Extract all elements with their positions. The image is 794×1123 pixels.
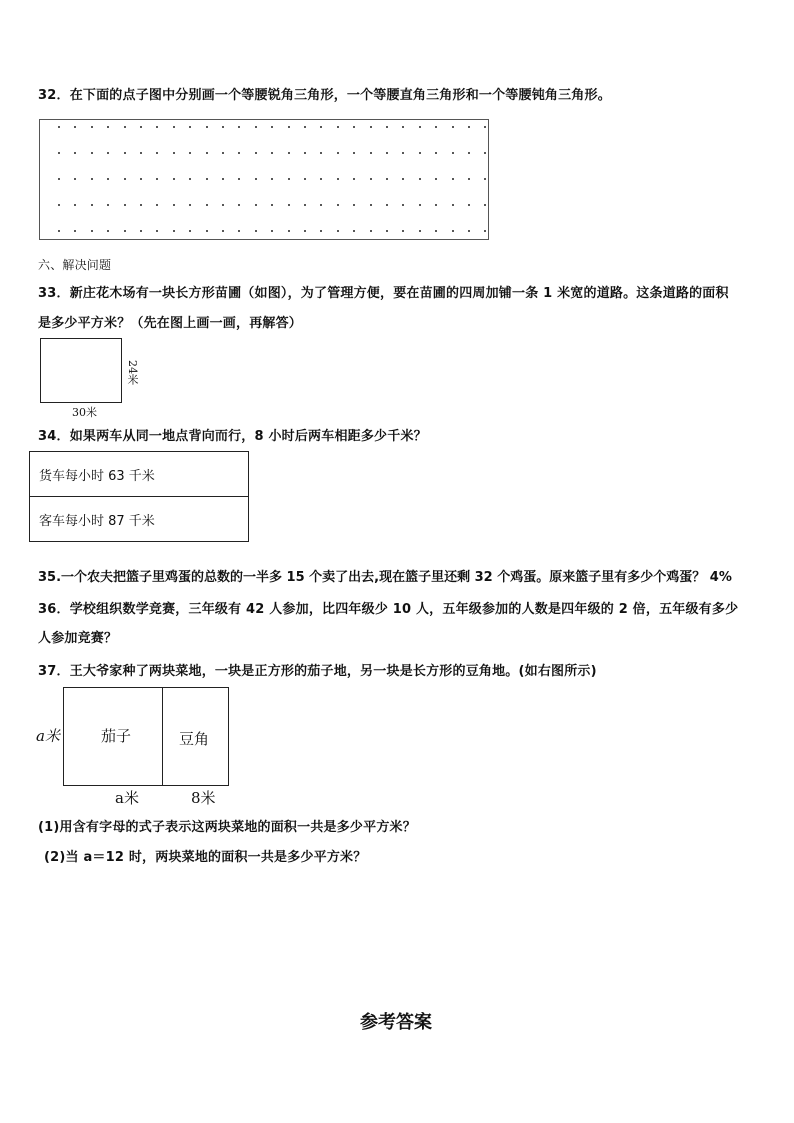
grid-dot xyxy=(222,178,224,180)
answer-title: 参考答案 xyxy=(360,1012,432,1033)
grid-dot xyxy=(320,152,322,154)
grid-dot xyxy=(156,126,158,128)
grid-dot xyxy=(91,204,93,206)
grid-dot xyxy=(107,230,109,232)
grid-dot xyxy=(271,204,273,206)
grid-dot xyxy=(435,152,437,154)
grid-dot xyxy=(107,178,109,180)
grid-dot xyxy=(189,230,191,232)
grid-dot xyxy=(206,204,208,206)
grid-dot xyxy=(238,152,240,154)
grid-dot xyxy=(370,204,372,206)
grid-dot xyxy=(320,230,322,232)
garden-bottom-right-label: 8米 xyxy=(191,789,216,807)
question-37-sub1: (1)用含有字母的式子表示这两块菜地的面积一共是多少平方米？ xyxy=(38,820,416,835)
grid-dot xyxy=(74,126,76,128)
grid-dot xyxy=(173,204,175,206)
grid-dot xyxy=(222,126,224,128)
grid-dot xyxy=(140,178,142,180)
grid-dot xyxy=(271,178,273,180)
grid-dot xyxy=(140,126,142,128)
grid-dot xyxy=(255,178,257,180)
grid-dot xyxy=(124,178,126,180)
grid-dot xyxy=(189,178,191,180)
garden-divider xyxy=(162,688,163,785)
grid-dot xyxy=(222,230,224,232)
grid-dot xyxy=(206,126,208,128)
grid-dot xyxy=(419,152,421,154)
grid-dot xyxy=(402,178,404,180)
grid-dot xyxy=(255,230,257,232)
grid-dot xyxy=(189,152,191,154)
grid-dot xyxy=(124,204,126,206)
grid-dot xyxy=(206,178,208,180)
grid-dot xyxy=(206,230,208,232)
grid-dot xyxy=(124,152,126,154)
grid-dot xyxy=(74,230,76,232)
grid-dot xyxy=(271,230,273,232)
grid-dot xyxy=(337,152,339,154)
grid-dot xyxy=(222,204,224,206)
question-36-line2: 人参加竞赛？ xyxy=(38,631,118,646)
grid-dot xyxy=(419,204,421,206)
grid-dot xyxy=(435,126,437,128)
grid-dot xyxy=(468,204,470,206)
grid-dot xyxy=(156,178,158,180)
grid-dot xyxy=(370,178,372,180)
grid-dot xyxy=(288,178,290,180)
grid-dot xyxy=(435,230,437,232)
grid-dot xyxy=(124,126,126,128)
grid-dot xyxy=(189,204,191,206)
grid-dot xyxy=(320,178,322,180)
grid-dot xyxy=(107,152,109,154)
grid-dot xyxy=(91,126,93,128)
grid-dot xyxy=(222,152,224,154)
dot-grid[interactable] xyxy=(39,119,489,240)
grid-dot xyxy=(320,204,322,206)
grid-dot xyxy=(370,126,372,128)
question-35-text: 35.一个农夫把篮子里鸡蛋的总数的一半多 15 个卖了出去,现在篮子里还剩 32 个鸡蛋。原来篮子里有多少个鸡蛋？ 4% xyxy=(38,570,732,585)
grid-dot xyxy=(402,230,404,232)
grid-dot xyxy=(337,178,339,180)
grid-dot xyxy=(304,152,306,154)
grid-dot xyxy=(58,178,60,180)
grid-dot xyxy=(304,126,306,128)
section-heading: 六、解决问题 xyxy=(38,258,112,272)
grid-dot xyxy=(238,204,240,206)
garden-side-label: a米 xyxy=(36,727,60,745)
grid-dot xyxy=(353,178,355,180)
grid-dot xyxy=(452,230,454,232)
grid-dot xyxy=(468,152,470,154)
garden-diagram xyxy=(63,687,229,786)
grid-dot xyxy=(452,152,454,154)
grid-dot xyxy=(402,204,404,206)
grid-dot xyxy=(304,204,306,206)
grid-dot xyxy=(386,178,388,180)
grid-dot xyxy=(435,178,437,180)
grid-dot xyxy=(353,204,355,206)
grid-dot xyxy=(156,204,158,206)
grid-dot xyxy=(140,230,142,232)
question-37-sub2: (2)当 a＝12 时，两块菜地的面积一共是多少平方米？ xyxy=(44,850,367,865)
nursery-rectangle xyxy=(40,338,122,403)
grid-dot xyxy=(74,152,76,154)
grid-dot xyxy=(58,230,60,232)
grid-dot xyxy=(386,204,388,206)
grid-dot xyxy=(484,126,486,128)
grid-dot xyxy=(452,178,454,180)
grid-dot xyxy=(173,178,175,180)
grid-dot xyxy=(74,178,76,180)
grid-dot xyxy=(58,126,60,128)
grid-dot xyxy=(58,152,60,154)
truck-speed-cell: 货车每小时 63 千米 xyxy=(30,452,249,497)
grid-dot xyxy=(288,126,290,128)
grid-dot xyxy=(484,230,486,232)
question-34-text: 34．如果两车从同一地点背向而行，8 小时后两车相距多少千米？ xyxy=(38,429,427,444)
grid-dot xyxy=(288,152,290,154)
bus-speed-cell: 客车每小时 87 千米 xyxy=(30,497,249,542)
grid-dot xyxy=(271,152,273,154)
grid-dot xyxy=(353,126,355,128)
grid-dot xyxy=(386,230,388,232)
grid-dot xyxy=(156,152,158,154)
grid-dot xyxy=(255,152,257,154)
grid-dot xyxy=(435,204,437,206)
grid-dot xyxy=(386,126,388,128)
grid-dot xyxy=(238,230,240,232)
grid-dot xyxy=(255,204,257,206)
grid-dot xyxy=(419,126,421,128)
grid-dot xyxy=(74,204,76,206)
grid-dot xyxy=(337,230,339,232)
grid-dot xyxy=(238,126,240,128)
grid-dot xyxy=(107,126,109,128)
grid-dot xyxy=(91,152,93,154)
grid-dot xyxy=(452,204,454,206)
grid-dot xyxy=(484,204,486,206)
grid-dot xyxy=(402,126,404,128)
speed-table xyxy=(29,451,249,542)
grid-dot xyxy=(468,178,470,180)
grid-dot xyxy=(206,152,208,154)
grid-dot xyxy=(173,230,175,232)
grid-dot xyxy=(173,152,175,154)
grid-dot xyxy=(484,152,486,154)
grid-dot xyxy=(304,178,306,180)
grid-dot xyxy=(304,230,306,232)
grid-dot xyxy=(468,230,470,232)
grid-dot xyxy=(140,204,142,206)
garden-bottom-left-label: a米 xyxy=(115,789,139,807)
grid-dot xyxy=(419,178,421,180)
grid-dot xyxy=(337,126,339,128)
grid-dot xyxy=(320,126,322,128)
grid-dot xyxy=(255,126,257,128)
table-row xyxy=(30,452,249,497)
grid-dot xyxy=(91,178,93,180)
grid-dot xyxy=(124,230,126,232)
bean-label: 豆角 xyxy=(179,730,210,748)
grid-dot xyxy=(353,152,355,154)
nursery-width-label: 30米 xyxy=(72,406,97,419)
grid-dot xyxy=(353,230,355,232)
grid-dot xyxy=(238,178,240,180)
question-33-line1: 33．新庄花木场有一块长方形苗圃（如图），为了管理方便，要在苗圃的四周加铺一条 1 米宽的道路。这条道路的面积 xyxy=(38,286,729,301)
grid-dot xyxy=(156,230,158,232)
eggplant-label: 茄子 xyxy=(101,727,132,745)
grid-dot xyxy=(288,230,290,232)
grid-dot xyxy=(271,126,273,128)
question-32-text: 32．在下面的点子图中分别画一个等腰锐角三角形，一个等腰直角三角形和一个等腰钝角三角形。 xyxy=(38,88,611,103)
grid-dot xyxy=(386,152,388,154)
question-33-line2: 是多少平方米？（先在图上画一画，再解答） xyxy=(38,316,303,331)
question-37-text: 37．王大爷家种了两块菜地，一块是正方形的茄子地，另一块是长方形的豆角地。(如右图所示) xyxy=(38,664,597,679)
nursery-height-label: 24米 xyxy=(126,360,139,385)
grid-dot xyxy=(58,204,60,206)
grid-dot xyxy=(370,152,372,154)
grid-dot xyxy=(173,126,175,128)
grid-dot xyxy=(452,126,454,128)
table-row xyxy=(30,497,249,542)
grid-dot xyxy=(484,178,486,180)
grid-dot xyxy=(140,152,142,154)
grid-dot xyxy=(107,204,109,206)
grid-dot xyxy=(189,126,191,128)
grid-dot xyxy=(337,204,339,206)
grid-dot xyxy=(370,230,372,232)
grid-dot xyxy=(419,230,421,232)
question-36-line1: 36．学校组织数学竞赛，三年级有 42 人参加，比四年级少 10 人，五年级参加的人数是四年级的 2 倍，五年级有多少 xyxy=(38,602,739,617)
grid-dot xyxy=(468,126,470,128)
grid-dot xyxy=(288,204,290,206)
grid-dot xyxy=(91,230,93,232)
grid-dot xyxy=(402,152,404,154)
